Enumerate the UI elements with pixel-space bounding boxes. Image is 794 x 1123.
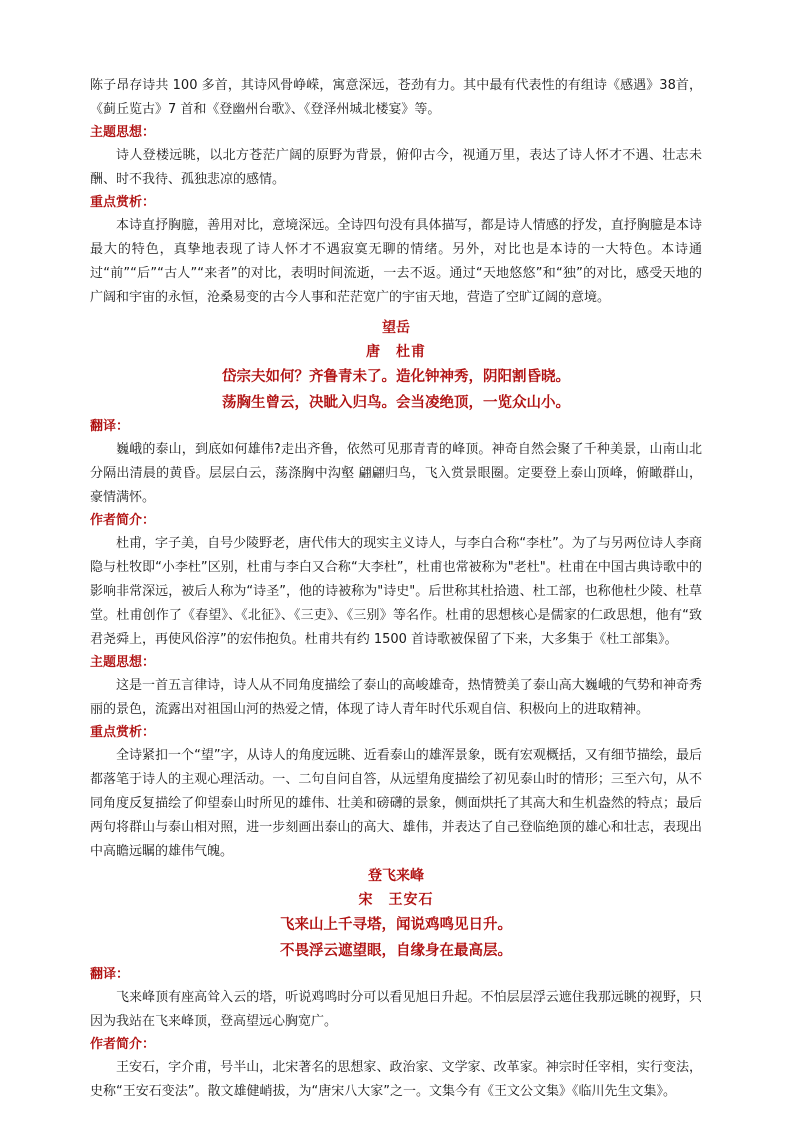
chen-theme: 诗人登楼远眺，以北方苍茫广阔的原野为背景，俯仰古今，视通万里，表达了诗人怀才不遇、壮志未酬、时不我待、孤独悲凉的感情。 [90, 148, 702, 187]
wangyue-translation-label: 翻译： [90, 419, 130, 434]
wangyue-title: 望岳 [382, 320, 410, 336]
wangyue-focus-label: 重点赏析： [90, 725, 156, 740]
wangyue-verse-2: 荡胸生曾云，决眦入归鸟。会当凌绝顶，一览众山小。 [222, 395, 570, 411]
wangyue-bio-label: 作者简介： [90, 513, 156, 528]
wangyue-author: 唐 杜甫 [366, 344, 426, 360]
feilai-translation: 飞来峰顶有座高耸入云的塔，听说鸡鸣时分可以看见旭日升起。不怕层层浮云遮住我那远眺的视野，只因为我站在飞来峰顶，登高望远心胸宽广。 [90, 990, 702, 1029]
wangyue-verse-1: 岱宗夫如何？齐鲁青未了。造化钟神秀，阴阳割昏晓。 [222, 369, 570, 385]
feilai-translation-label: 翻译： [90, 967, 130, 982]
chen-focus-label: 重点赏析： [90, 195, 156, 210]
feilai-verse-1: 飞来山上千寻塔，闻说鸡鸣见日升。 [280, 917, 512, 933]
wangyue-bio: 杜甫，字子美，自号少陵野老，唐代伟大的现实主义诗人，与李白合称“李杜”。为了与另两位诗人李商隐与杜牧即“小李杜”区别，杜甫与李白又合称“大李杜”，杜甫也常被称为"老杜"。杜甫在中国古典诗歌中的影响非常深远，被后人称为“诗圣”，他的诗被称为"诗史"。后世称其杜拾遗、杜工部，也称他杜少陵、杜草堂。杜甫创作了《春望》、《北征》、《三吏》、《三别》等名作。杜甫的思想核心是儒家的仁政思想，他有“致君尧舜上，再使风俗淳”的宏伟抱负。杜甫共有约 1500 首诗歌被保留了下来，大多集于《杜工部集》。 [90, 536, 702, 647]
feilai-author: 宋 王安石 [358, 892, 434, 908]
document-page [90, 74, 702, 1104]
chen-theme-label: 主题思想： [90, 125, 156, 140]
wangyue-translation: 巍峨的泰山，到底如何雄伟?走出齐鲁，依然可见那青青的峰顶。神奇自然会聚了千种美景，山南山北分隔出清晨的黄昏。层层白云，荡涤胸中沟壑 翩翩归鸟，飞入赏景眼圈。定要登上泰山顶峰，俯瞰群山，豪情满怀。 [90, 442, 702, 505]
wangyue-theme-label: 主题思想： [90, 655, 156, 670]
feilai-title: 登飞来峰 [368, 868, 424, 884]
feilai-verse-2: 不畏浮云遮望眼，自缘身在最高层。 [280, 943, 512, 959]
chen-focus: 本诗直抒胸臆，善用对比，意境深远。全诗四句没有具体描写，都是诗人情感的抒发，直抒胸臆是本诗最大的特色，真挚地表现了诗人怀才不遇寂寞无聊的情绪。另外，对比也是本诗的一大特色。本诗通过“前”“后”“古人”“来者”的对比，表明时间流逝，一去不返。通过“天地悠悠”和“独”的对比，感受天地的广阔和宇宙的永恒，沧桑易变的古今人事和茫茫宽广的宇宙天地，营造了空旷辽阔的意境。 [90, 218, 702, 305]
feilai-bio: 王安石，字介甫，号半山，北宋著名的思想家、政治家、文学家、改革家。神宗时任宰相，实行变法，史称“王安石变法”。散文雄健峭拔，为“唐宋八大家”之一。文集今有《王文公文集》《临川先生文集》。 [90, 1060, 702, 1099]
chen-intro: 陈子昂存诗共 100 多首，其诗风骨峥嵘，寓意深远，苍劲有力。其中最有代表性的有组诗《感遇》38首，《蓟丘览古》7 首和《登幽州台歌》、《登泽州城北楼宴》等。 [90, 78, 702, 117]
wangyue-theme: 这是一首五言律诗，诗人从不同角度描绘了泰山的高峻雄奇，热情赞美了泰山高大巍峨的气势和神奇秀丽的景色，流露出对祖国山河的热爱之情，体现了诗人青年时代乐观自信、积极向上的进取精神。 [90, 678, 702, 717]
wangyue-focus: 全诗紧扣一个“望”字，从诗人的角度远眺、近看泰山的雄浑景象，既有宏观概括，又有细节描绘，最后都落笔于诗人的主观心理活动。一、二句自问自答，从远望角度描绘了初见泰山时的情形；三至六句，从不同角度反复描绘了仰望泰山时所见的雄伟、壮美和磅礴的景象，侧面烘托了其高大和生机盎然的特点；最后两句将群山与泰山相对照，进一步刻画出泰山的高大、雄伟，并表达了自己登临绝顶的雄心和壮志，表现出中高瞻远瞩的雄伟气魄。 [90, 748, 702, 859]
feilai-bio-label: 作者简介： [90, 1037, 156, 1052]
